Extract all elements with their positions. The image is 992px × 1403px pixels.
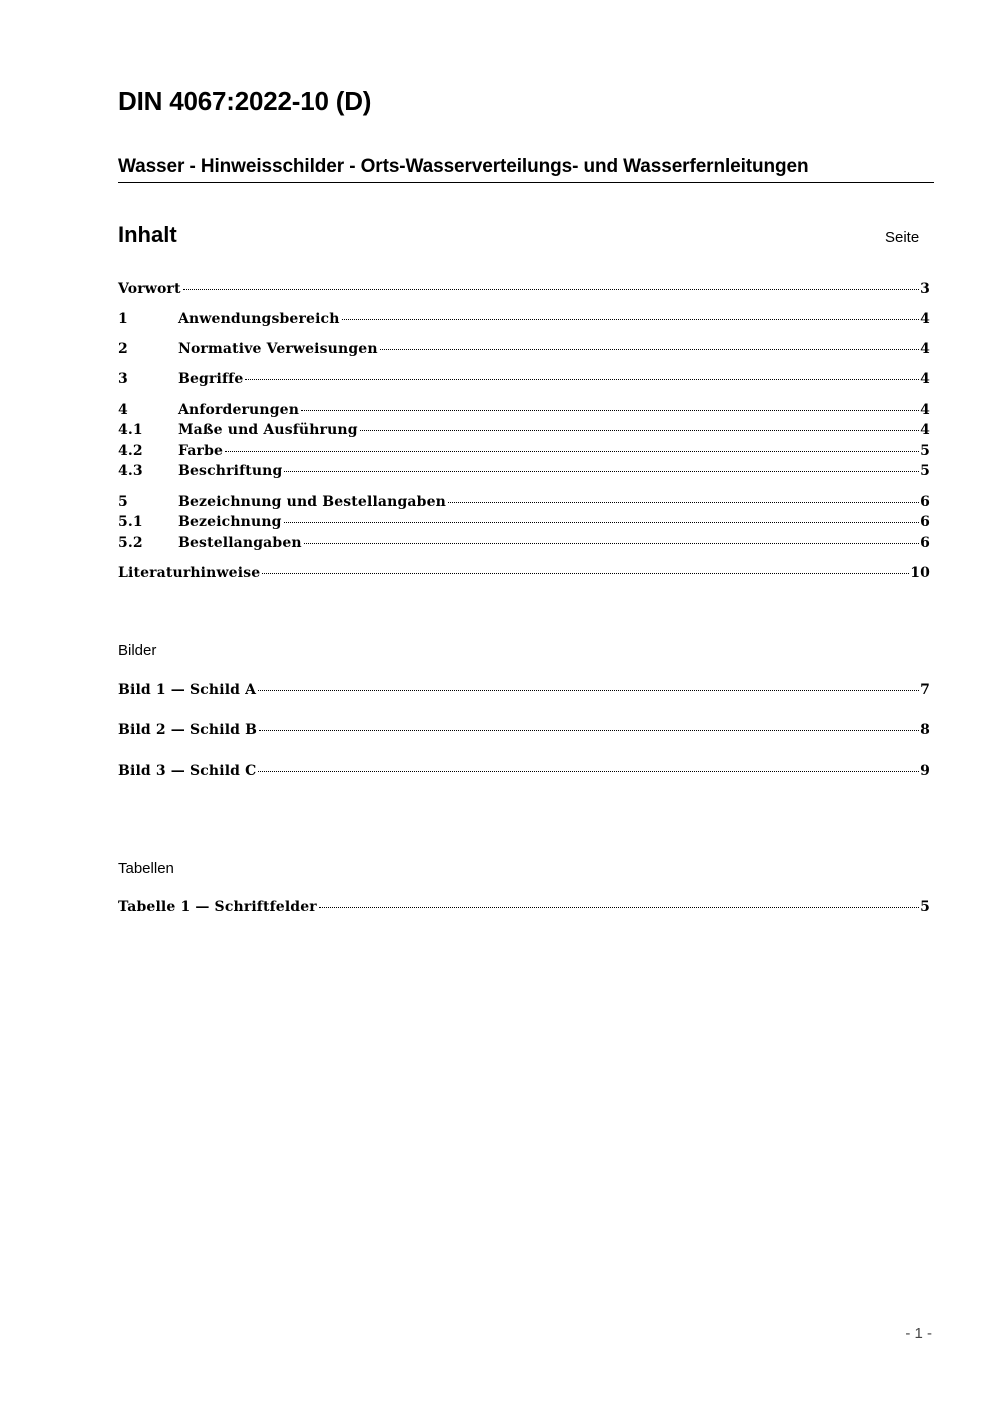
figure-entry-label: Bild 3 — Schild C [118,763,257,779]
dot-leader [284,471,919,472]
figure-entry-2[interactable] [118,722,930,742]
toc-entry-5-1[interactable] [118,514,930,534]
toc-entry-number: 4 [118,402,128,418]
dot-leader [380,349,919,350]
dot-leader [342,319,920,320]
dot-leader [360,430,919,431]
toc-entry-label: Vorwort [118,281,181,297]
toc-entry-page: 4 [920,402,930,418]
dot-leader [304,543,919,544]
document-title: DIN 4067:2022-10 (D) [118,86,372,116]
dot-leader [225,451,919,452]
figure-entry-3[interactable] [118,763,930,783]
toc-entry-page: 4 [920,422,930,438]
toc-entry-label: Bezeichnung [178,514,282,530]
toc-entry-5-2[interactable] [118,535,930,555]
toc-entry-page: 6 [920,514,930,530]
dot-leader [259,730,919,731]
toc-entry-label: Literaturhinweise [118,565,261,581]
table-entry-label: Tabelle 1 — Schriftfelder [118,899,317,915]
page-number: - 1 - [905,1325,932,1342]
toc-entry-label: Anforderungen [178,402,300,418]
toc-entry-5[interactable] [118,494,930,514]
toc-entry-page: 4 [920,311,930,327]
toc-entry-4-2[interactable] [118,443,930,463]
figure-entry-page: 7 [920,682,930,698]
toc-entry-number: 5 [118,494,128,510]
table-entry-1[interactable] [118,899,930,919]
dot-leader [245,379,919,380]
dot-leader [258,771,919,772]
figure-entry-page: 9 [920,763,930,779]
toc-entry-3[interactable] [118,371,930,391]
figure-entry-1[interactable] [118,682,930,702]
dot-leader [284,522,919,523]
tables-heading: Tabellen [118,860,174,877]
toc-entry-number: 5.1 [118,514,143,530]
toc-entry-label: Anwendungsbereich [178,311,340,327]
figure-entry-label: Bild 1 — Schild A [118,682,257,698]
toc-page-column-label: Seite [885,229,920,246]
toc-entry-label: Begriffe [178,371,244,387]
toc-entry-page: 4 [920,371,930,387]
toc-entry-page: 10 [910,565,930,581]
figure-entry-label: Bild 2 — Schild B [118,722,258,738]
dot-leader [448,502,919,503]
dot-leader [262,573,909,574]
toc-entry-number: 5.2 [118,535,143,551]
figures-heading: Bilder [118,642,157,659]
toc-entry-literaturhinweise[interactable] [118,565,930,585]
toc-entry-number: 3 [118,371,128,387]
toc-entry-page: 5 [920,443,930,459]
toc-entry-2[interactable] [118,341,930,361]
toc-entry-4-3[interactable] [118,463,930,483]
toc-entry-number: 4.1 [118,422,143,438]
toc-entry-label: Farbe [178,443,224,459]
toc-entry-page: 6 [920,494,930,510]
toc-entry-number: 4.2 [118,443,143,459]
toc-entry-4[interactable] [118,402,930,422]
toc-entry-vorwort[interactable] [118,281,930,301]
dot-leader [319,907,919,908]
toc-heading: Inhalt [118,222,177,247]
table-entry-page: 5 [920,899,930,915]
toc-entry-4-1[interactable] [118,422,930,442]
toc-entry-number: 1 [118,311,128,327]
toc-entry-page: 4 [920,341,930,357]
toc-entry-label: Maße und Ausführung [178,422,358,438]
dot-leader [258,690,919,691]
toc-entry-label: Beschriftung [178,463,283,479]
toc-entry-number: 2 [118,341,128,357]
toc-entry-label: Bestellangaben [178,535,302,551]
toc-entry-page: 5 [920,463,930,479]
toc-entry-label: Bezeichnung und Bestellangaben [178,494,446,510]
figure-entry-page: 8 [920,722,930,738]
toc-entry-page: 6 [920,535,930,551]
toc-entry-1[interactable] [118,311,930,331]
dot-leader [183,289,920,290]
toc-entry-label: Normative Verweisungen [178,341,378,357]
dot-leader [301,410,919,411]
toc-entry-page: 3 [920,281,930,297]
toc-entry-number: 4.3 [118,463,143,479]
document-subtitle: Wasser - Hinweisschilder - Orts-Wasserverteilungs- und Wasserfernleitungen [118,156,934,183]
